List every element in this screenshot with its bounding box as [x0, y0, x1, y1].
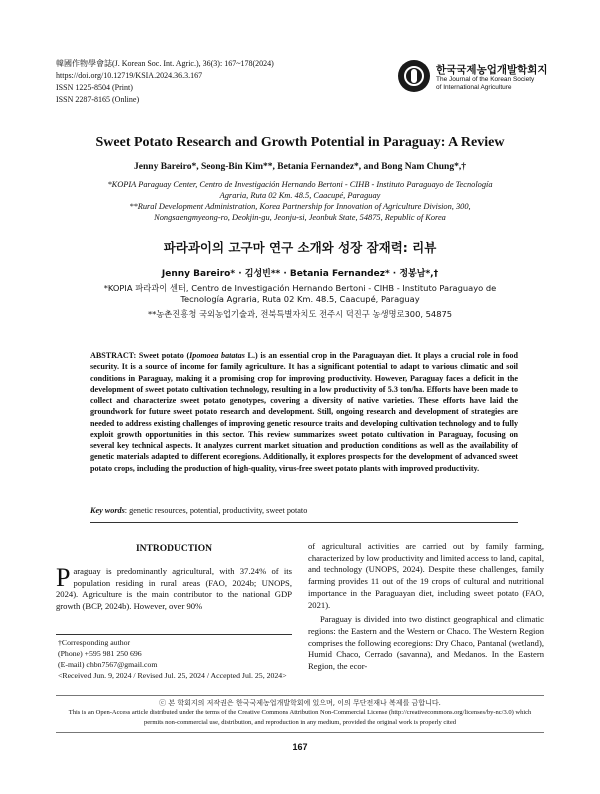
intro-right-column	[308, 541, 544, 673]
society-logo	[398, 60, 558, 96]
keywords-label: Key words	[90, 506, 125, 515]
keywords	[90, 505, 518, 516]
license-line-1: This is an Open-Access article distributed under the terms of the Creative Commons Attribution Non-Commercial License (http://creativecommons.org/licenses/by-nc/3.0) which	[68, 709, 532, 716]
affiliation-en-4: Nongsaengmyeong-ro, Deokjin-gu, Jeonju-si, Jeonbuk State, 54875, Republic of Korea	[154, 213, 446, 222]
keywords-text: : genetic resources, potential, productivity, sweet potato	[124, 506, 308, 515]
intro-left-text: araguay is predominantly agricultural, with 37.24% of its population residing in rural areas (FAO, 2024b; UNOPS, 2024). Agriculture is the main contributor to the national GDP growth (BCP, 2024b). However, over 90%	[56, 566, 292, 612]
copyright-notice-ko: ⓒ 본 학회지의 저작권은 한국국제농업개발학회에 있으며, 이의 무단전재나 복제를 금합니다.	[159, 699, 441, 707]
society-name-en-line1: The Journal of the Korean Society	[436, 76, 535, 83]
journal-citation: 韓國作物學會誌(J. Korean Soc. Int. Agric.), 36(3): 167~178(2024)	[56, 59, 274, 68]
intro-right-paragraph-2: Paraguay is divided into two distinct geographical and climatic regions: the Eastern and the Western or Chaco. The Western Region comprises the following ecoregions: Dry Chaco, Pantanal (wetland), Humid Chaco, Cerrado (savanna), and Medanos. In the Eastern Region, the ecor-	[308, 614, 544, 672]
affiliation-en-2: Agraria, Ruta 02 Km. 48.5, Caacupé, Paraguay	[219, 191, 381, 200]
abstract-pre: Sweet potato (	[138, 351, 190, 360]
abstract-species: Ipomoea batatas	[189, 351, 245, 360]
journal-header	[56, 58, 274, 106]
affiliation-en-3: **Rural Development Administration, Korea Partnership for Innovation of Agriculture Division, 300,	[129, 202, 471, 211]
doi-link[interactable]: https://doi.org/10.12719/KSIA.2024.36.3.167	[56, 71, 203, 80]
paper-title-en: Sweet Potato Research and Growth Potential in Paraguay: A Review	[95, 135, 505, 150]
introduction-heading: INTRODUCTION	[135, 544, 212, 554]
abstract	[90, 350, 518, 474]
affiliation-ko-2: Tecnología Agraria, Ruta 02 Km. 48.5, Caacupé, Paraguay	[180, 294, 420, 304]
author-email[interactable]: (E-mail) chbn7567@gmail.com	[58, 660, 158, 669]
license-notice	[46, 698, 554, 728]
footnote	[58, 637, 298, 681]
keywords-divider	[90, 522, 518, 523]
society-name-ko: 한국국제농업개발학회지	[436, 64, 548, 76]
society-emblem-icon	[398, 60, 430, 92]
authors-ko: Jenny Bareiro* · 김성빈** · Betania Fernandez* · 정봉남*,†	[161, 269, 439, 279]
abstract-body: L.) is an essential crop in the Paraguayan diet. It plays a crucial role in food security. It is a source of income for family agriculture. It has a significant potential to adapt to various climatic and soil conditions in Paraguay, making it a promising crop for improving productivity. However, Paraguay faces a deficit in the development of sweet potato cultivation technology, resulting in a low productivity of 5.3 ton/ha. Efforts have been made to collect and characterize sweet potato genotypes, covering a diversity of native varieties. These efforts have laid the groundwork for future sweet potato research and development. Still, ongoing research and development of strategies are needed to address existing challenges of improving genetic resource traits and developing cultivation technology and to fully exploit growth opportunities in this sector. This review summarizes sweet potato cultivation in Paraguay, focusing on several key technical aspects. It analyzes current market situation and production conditions as well as the availability of genetic materials adapted to different ecoregions. Additionally, it explores prospects for the development of advanced sweet potato crops, including the production of high-quality, virus-free sweet potato plants with improved productivity.	[90, 351, 518, 473]
affiliation-en-1: *KOPIA Paraguay Center, Centro de Investigación Hernando Bertoni - CIHB - Instituto Paraguayo de Tecnología	[107, 180, 493, 189]
corresponding-author: †Corresponding author	[58, 638, 131, 647]
paper-title-ko: 파라과이의 고구마 연구 소개와 성장 잠재력: 리뷰	[163, 240, 437, 255]
license-line-2: permits non-commercial use, distribution, and reproduction in any medium, provided the original work is properly cited	[144, 719, 456, 726]
authors-en: Jenny Bareiro*, Seong-Bin Kim**, Betania Fernandez*, and Bong Nam Chung*,†	[134, 162, 466, 172]
affiliation-ko-3: **농촌진흥청 국외농업기술과, 전북특별자치도 전주시 덕진구 농생명로300, 54875	[147, 309, 453, 319]
license-divider-bottom	[56, 732, 544, 733]
page-number: 167	[292, 742, 308, 752]
issn-online: ISSN 2287-8165 (Online)	[56, 95, 140, 104]
intro-right-paragraph-1: of agricultural activities are carried out by family farming, characterized by low productivity and limited access to land, capital, and technology (UNOPS, 2024). Despite these challenges, family farming provides 11 out of the 19 crops of cultural and nutritional importance in the Paraguayan diet, including sweet potato (FAO, 2021).	[308, 541, 545, 610]
footnote-divider	[56, 634, 292, 635]
affiliation-ko-1: *KOPIA 파라과이 센터, Centro de Investigación Hernando Bertoni - CIHB - Instituto Paraguayo de	[103, 283, 497, 293]
author-phone: (Phone) +595 981 250 696	[58, 649, 142, 658]
intro-left-paragraph	[56, 563, 292, 613]
society-name-en-line2: of International Agriculture	[436, 84, 512, 91]
license-divider-top	[56, 695, 544, 696]
abstract-label: ABSTRACT:	[90, 351, 137, 360]
dropcap-letter: P	[56, 563, 71, 592]
issn-print: ISSN 1225-8504 (Print)	[56, 83, 133, 92]
article-dates: <Received Jun. 9, 2024 / Revised Jul. 25, 2024 / Accepted Jul. 25, 2024>	[58, 671, 287, 680]
